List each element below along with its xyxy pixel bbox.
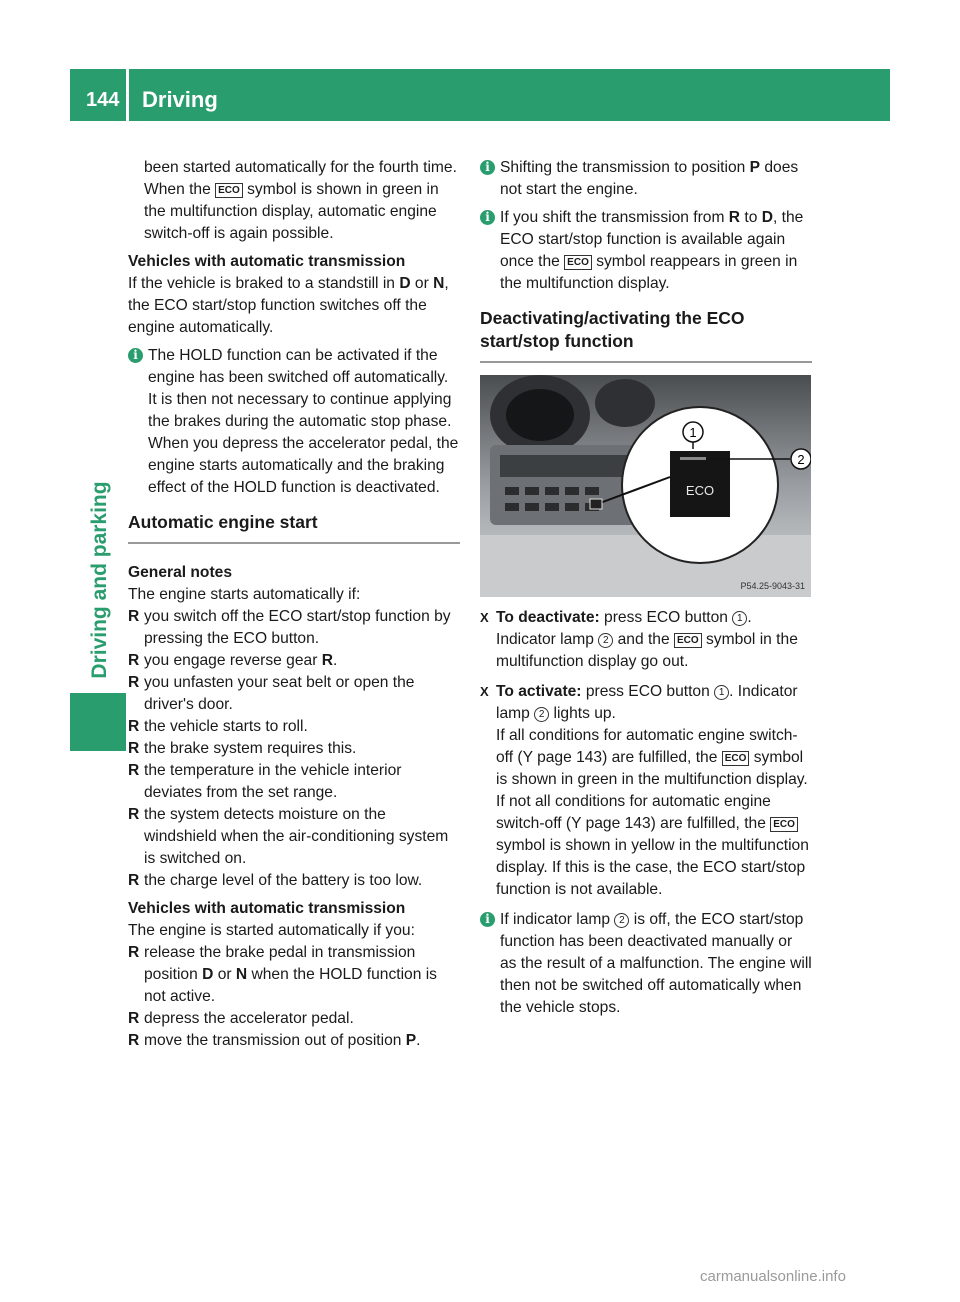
callout-1-text: 1 <box>689 425 697 440</box>
info-icon: i <box>480 160 495 175</box>
arrow-icon: X <box>480 684 489 699</box>
page-header <box>70 69 890 121</box>
heading-auto-transmission: Vehicles with automatic transmission <box>128 253 406 270</box>
bullet-icon: R <box>128 652 140 669</box>
right-column-top <box>480 157 812 363</box>
dashboard-illustration <box>480 375 811 597</box>
eco-symbol-icon: ECO <box>215 183 243 198</box>
heading-auto-transmission-2: Vehicles with automatic transmission <box>128 900 406 917</box>
bullet-icon: R <box>128 740 140 757</box>
header-divider <box>126 69 129 121</box>
info-shifting: i Shifting the transmission to position P does not start the engine. <box>480 157 812 201</box>
eco-symbol-icon: ECO <box>674 633 702 648</box>
callout-2-icon: 2 <box>614 913 629 928</box>
paragraph-conditions-not-met: If not all conditions for automatic engine switch-off (Y page 143) are fulfilled, the ECO symbol is shown in yellow in the multifunction display. If this is the case, the ECO start/stop function is not available. <box>496 793 809 898</box>
info-icon: i <box>480 210 495 225</box>
callout-1-icon: 1 <box>714 685 729 700</box>
callout-1-icon: 1 <box>732 611 747 626</box>
list-item: R the system detects moisture on the windshield when the air-conditioning system is switched on. <box>128 806 449 867</box>
info-icon: i <box>480 912 495 927</box>
eco-button-photo <box>480 375 811 597</box>
page-ref-icon: Y <box>571 815 582 832</box>
left-column <box>128 157 460 1052</box>
info-hold: i The HOLD function can be activated if the engine has been switched off automatically. It is then not necessary to continue applying the brakes during the automatic stop phase. When you depress the accelerator pedal, the engine starts automatically and the braking effect of the HOLD function is deactivated. <box>128 345 460 499</box>
heading-automatic-engine-start: Automatic engine start <box>128 511 460 544</box>
info-icon: i <box>128 348 143 363</box>
list-item: R the charge level of the battery is too low. <box>128 870 460 892</box>
bullet-icon: R <box>128 806 140 823</box>
callout-2-icon: 2 <box>534 707 549 722</box>
step-deactivate: X To deactivate: press ECO button 1 . Indicator lamp 2 and the ECO symbol in the multifunction display go out. <box>480 609 798 670</box>
list-item: R you unfasten your seat belt or open the driver's door. <box>128 674 415 713</box>
step-activate: X To activate: press ECO button 1 . Indicator lamp 2 lights up. <box>480 683 798 722</box>
bullet-icon: R <box>128 944 140 961</box>
eco-symbol-icon: ECO <box>564 255 592 270</box>
list-item: R the temperature in the vehicle interior deviates from the set range. <box>128 762 402 801</box>
info-indicator-off: i If indicator lamp 2 is off, the ECO start/stop function has been deactivated manually or as the result of a malfunction. The engine will then not be switched off automatically when the vehicle stops. <box>480 909 812 1019</box>
list-item: R release the brake pedal in transmission position D or N when the HOLD function is not active. <box>128 944 437 1005</box>
bullet-icon: R <box>128 608 140 625</box>
bullet-icon: R <box>128 1010 140 1027</box>
heading-deactivating: Deactivating/activating the ECO start/stop function <box>480 307 812 363</box>
eco-symbol-icon: ECO <box>722 751 750 766</box>
right-column-bottom <box>480 607 812 1019</box>
sidebar-section-label: Driving and parking <box>88 481 111 679</box>
list-item: R the vehicle starts to roll. <box>128 716 460 738</box>
figure-code: P54.25-9043-31 <box>740 581 805 591</box>
list-item: R the brake system requires this. <box>128 738 460 760</box>
list-item: R move the transmission out of position P. <box>128 1030 460 1052</box>
bullet-icon: R <box>128 872 140 889</box>
page-number: 144 <box>86 89 120 111</box>
sidebar-thumb-tab <box>70 693 126 751</box>
continued-text: been started automatically for the fourth time. When the ECO symbol is shown in green in the multifunction display, automatic engine switch-off is again possible. <box>144 159 457 242</box>
list-item: R depress the accelerator pedal. <box>128 1008 460 1030</box>
heading-general-notes: General notes <box>128 564 232 581</box>
list-item: R you engage reverse gear R. <box>128 650 460 672</box>
bullet-icon: R <box>128 762 140 779</box>
paragraph-standstill: If the vehicle is braked to a standstill in D or N, the ECO start/stop function switches off the engine automatically. <box>128 275 449 336</box>
list-item: R you switch off the ECO start/stop function by pressing the ECO button. <box>128 608 451 647</box>
bullet-icon: R <box>128 674 140 691</box>
bullet-icon: R <box>128 718 140 735</box>
chapter-title: Driving <box>142 87 218 112</box>
bullet-icon: R <box>128 1032 140 1049</box>
paragraph-started-if: The engine is started automatically if you: <box>128 922 415 939</box>
info-shift-r-d: i If you shift the transmission from R to D, the ECO start/stop function is available again once the ECO symbol reappears in green in the multifunction display. <box>480 207 812 295</box>
arrow-icon: X <box>480 610 489 625</box>
eco-symbol-icon: ECO <box>770 817 798 832</box>
page-ref-icon: Y <box>522 749 533 766</box>
eco-button-label: ECO <box>685 483 715 498</box>
callout-2-icon: 2 <box>598 633 613 648</box>
watermark: carmanualsonline.info <box>700 1268 846 1285</box>
paragraph-general: The engine starts automatically if: <box>128 586 361 603</box>
callout-2-text: 2 <box>797 452 805 467</box>
paragraph-conditions-met: If all conditions for automatic engine switch-off (Y page 143) are fulfilled, the ECO symbol is shown in green in the multifunction display. <box>496 727 808 788</box>
